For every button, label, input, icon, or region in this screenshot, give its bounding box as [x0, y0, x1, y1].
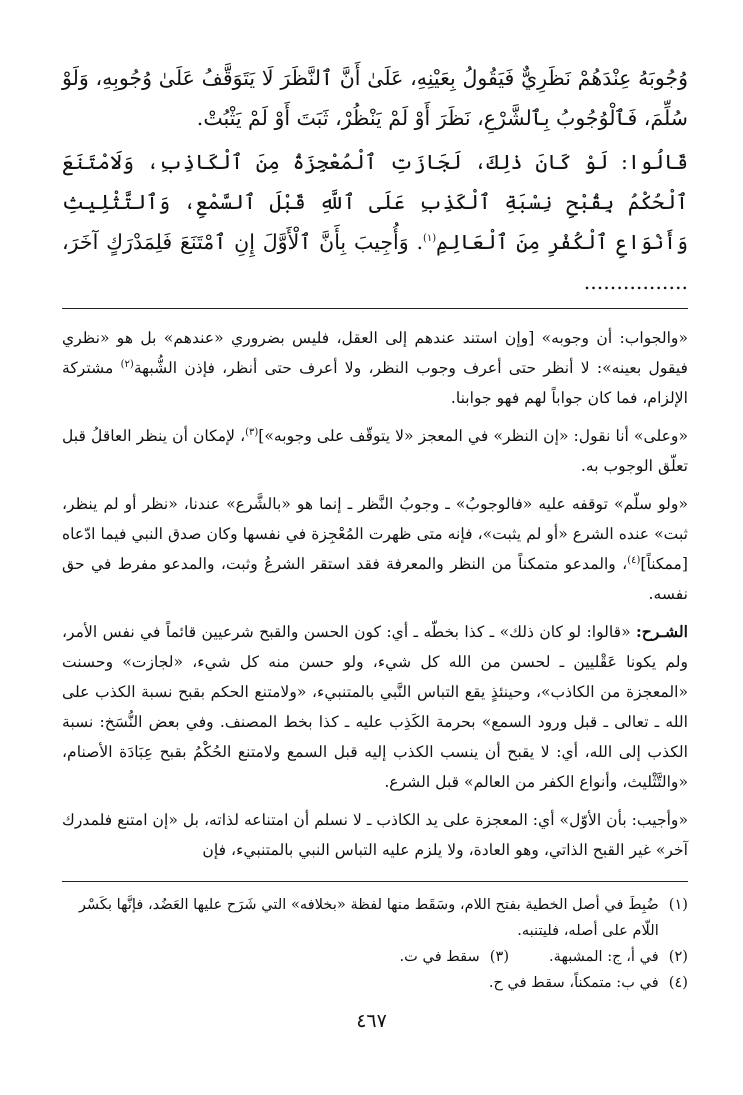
commentary-paragraph: «ولو سلّم» توقفه عليه «فالوجوبُ» ـ وجوبُ النَّظر ـ إنما هو «بالشَّرع» عندنا، «نظر أو لم ينظر، ثبت» عنده الشرع «أو لم يثبت»، فإنه متى ظهرت المُعْجِزة في نفسها وكان صدق النبي فيما ادّعاه [ممكناً]$^{(٤)}$، والمدعو متمكناً من النظر والمعرفة فقد استقر الشرعُ وثبت، والمدعو مفرط في حق نفسه. [62, 495, 688, 603]
sharh-label: الشـرح: [636, 622, 688, 641]
footnote-row [62, 944, 688, 970]
footnote-1: (١) ضُبِطَ في أصل الخطية بفتح اللام، وسَقَط منها لفظة «بخلافه» التي شَرَح عليها العَضُد، فإنَّها بكَسْر اللّام على أصله، فليتنبه. [78, 896, 688, 939]
footnote-marker[interactable]: (٢) [120, 358, 134, 370]
page-number: ٤٦٧ [356, 1010, 387, 1032]
section-divider [62, 308, 688, 309]
commentary-paragraph: «وأجيب: بأن الأوّل» أي: المعجزة على يد الكاذب ـ لا نسلم أن امتناعه لذاته، بل «إن امتنع فلمدرك آخر» غير القبح الذاتي، وهو العادة، ولا يلزم عليه التباس النبي بالمتنبيء، فإن [62, 811, 688, 859]
footnote-4: (٤) في ب: متمكناً، سقط في ح. [488, 974, 688, 991]
main-text [62, 58, 688, 302]
matn-paragraph-2 [62, 142, 688, 302]
footnote-2: (٢) في أ، ج: المشبهة. [549, 948, 688, 965]
footnote-marker[interactable]: (٤) [627, 554, 641, 566]
matn-text: . وَأُجِيبَ بِأَنَّ ٱلْأَوَّلَ إِنِ ٱمْتَنَعَ فَلِمَدْرَكٍ آخَرَ، [62, 230, 423, 254]
page-body [62, 58, 688, 996]
matn-text: قَالُوا: لَوْ كَانَ ذٰلِكَ، لَجَازَتِ ٱلْمُعْجِزَةُ مِنَ ٱلْكَاذِبِ، وَلَامْتَنَعَ ٱلْحُكْمُ بِقُبْحِ نِسْبَةِ ٱلْكَذِبِ عَلَى ٱللَّهِ قَبْلَ ٱلسَّمْعِ، وَٱلتَّثْلِيثِ وَأَنْوَاعِ ٱلْكُفْرِ مِنَ ٱلْعَالِمِ [62, 150, 688, 254]
commentary-paragraph: «وعلى» أنا نقول: «إن النظر» في المعجز «لا يتوقّف على وجوبه»]$^{(٣)}$، لإمكان أن ينظر العاقلُ قبل تعلّق الوجوب به. [62, 426, 688, 475]
footnotes [62, 881, 688, 996]
commentary-text [62, 323, 688, 865]
footnote-marker[interactable]: (١) [422, 233, 437, 245]
matn-text: وُجُوبَهُ عِنْدَهُمْ نَظَرِيٌّ فَيَقُولُ بِعَيْنِهِ، عَلَىٰ أَنَّ ٱلنَّظَرَ لَا يَتَوَقَّفُ عَلَىٰ وُجُوبِهِ، وَلَوْ سُلِّمَ، فَٱلْوُجُوبُ بِٱلشَّرْعِ، نَظَرَ أَوْ لَمْ يَنْظُرْ، ثَبَتَ أَوْ لَمْ يَثْبُتْ. [62, 66, 688, 130]
footnote-3: (٣) سقط في ت. [399, 948, 510, 965]
matn-paragraph-1 [62, 58, 688, 138]
commentary-paragraph: الشـرح: «قالوا: لو كان ذلك» ـ كذا بخطّه ـ أي: كون الحسن والقبح شرعيين قائماً في نفس الأمر، ولم يكونا عَقْليين ـ لحسن من الله كل شيء، ولو حسن منه كل شيء، «لجازت» وحسنت «المعجزة من الكاذب»، وحينئذٍ يقع التباس النَّبي بالمتنبيء، «ولامتنع الحكم بقبح نسبة الكذب على الله ـ تعالى ـ قبل ورود السمع» بحرمة الكَذِب عليه ـ كذا بخط المصنف. وفي بعض النُّسَخ: نسبة الكذب إلى الله، أي: لا يقبح أن ينسب الكذب إليه قبل السمع ولامتنع الحُكْمُ بقبح عِبَادَة الأصنام، «والتَّثْليث، وأنواع الكفر من العالم» قبل الشرع. [62, 622, 688, 791]
ellipsis-dots: ................ [583, 270, 688, 294]
footnote-marker[interactable]: (٣) [245, 426, 259, 438]
commentary-paragraph: «والجواب: أن وجوبه» [وإن استند عندهم إلى العقل، فليس بضروري «عندهم» بل هو «نظري فيقول بعينه»: لا أنظر حتى أعرف وجوب النظر، ولا أعرف حتى أنظر، فإذن الشُّبهة$^{(٢)}$ مشتركة الإلزام، فما كان جواباً لهم فهو جوابنا. [62, 329, 689, 407]
